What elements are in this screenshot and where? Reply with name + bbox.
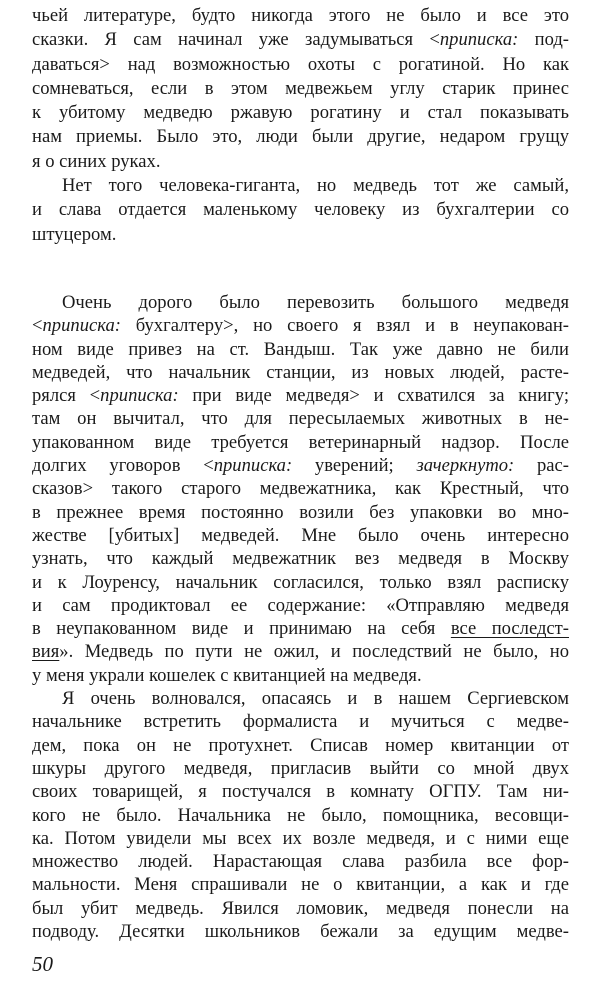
text-segment: бухгалтеру>, но своего я взял и в неупакован- (120, 315, 569, 337)
text-line (32, 897, 569, 920)
editorial-note-label: приписка: (42, 315, 121, 337)
text-line (32, 594, 569, 617)
text-segment: Нет того человека-гиганта, но медведь тот же самый, (62, 175, 569, 197)
text-line (32, 640, 569, 663)
text-segment: медведей, что начальник станции, из новых людей, расте- (32, 361, 569, 383)
text-segment: под- (518, 29, 569, 51)
text-segment: был убит медведь. Явился ломовик, медведя понесли на (32, 897, 569, 919)
text-segment: в прежнее время постоянно возили без упаковки во мно- (32, 501, 569, 523)
text-segment: и сам продиктовал ее содержание: «Отправляю медведя (32, 594, 569, 616)
text-segment: и к Лоуренсу, начальник согласился, только взял расписку (32, 571, 569, 593)
text-line (32, 873, 569, 896)
text-line (32, 198, 569, 222)
paragraph (32, 4, 569, 174)
text-line (32, 710, 569, 733)
text-segment: к убитому медведю ржавую рогатину и стал показывать (32, 102, 569, 124)
page-body-text (32, 4, 569, 943)
text-segment: упакованном виде требуется ветеринарный надзор. После (32, 431, 569, 453)
text-line (32, 454, 569, 477)
text-line (32, 571, 569, 594)
paragraph (32, 291, 569, 687)
text-segment: подводу. Десятки школьников бежали за едущим медве- (32, 920, 569, 942)
text-segment: там он вычитал, что для пересылаемых животных в не- (32, 408, 569, 430)
page-number: 50 (32, 952, 53, 976)
text-line (32, 477, 569, 500)
text-line (32, 687, 569, 710)
text-line (32, 547, 569, 570)
text-segment: чьей литературе, будто никогда этого не было и все это (32, 5, 569, 26)
editorial-note-label: приписка: (439, 29, 519, 51)
text-segment: нам приемы. Было это, люди были другие, недаром грущу (32, 126, 569, 148)
text-line (32, 617, 569, 640)
text-segment: своих товарищей, я постучался в комнату ОГПУ. Там ни- (32, 781, 569, 803)
text-segment: рялся < (32, 385, 101, 407)
text-segment: кого не было. Начальника не было, помощника, весовщи- (32, 804, 569, 826)
text-segment: сказки. Я сам начинал уже задумываться < (32, 29, 440, 51)
text-line (32, 338, 569, 361)
text-line (32, 501, 569, 524)
text-line (32, 291, 569, 314)
text-segment: даваться> над возможностью охоты с рогатиной. Но как (32, 53, 569, 75)
text-line (32, 223, 569, 247)
text-line (32, 407, 569, 430)
editorial-note-label: приписка: (213, 455, 293, 477)
text-segment: я о синих руках. (32, 150, 161, 172)
text-line (32, 77, 569, 101)
text-line (32, 314, 569, 337)
text-segment: множество людей. Нарастающая слава разбила все фор- (32, 851, 569, 873)
text-segment: в неупакованном виде и принимаю на себя (32, 618, 451, 640)
text-line (32, 4, 569, 28)
text-segment: начальнике встретить формалиста и мучиться с медве- (32, 711, 569, 733)
text-segment: у меня украли кошелек с квитанцией на медведя. (32, 664, 422, 686)
text-line (32, 125, 569, 149)
text-line (32, 28, 569, 52)
text-line (32, 780, 569, 803)
text-segment: шкуры другого медведя, пригласив выйти со мной двух (32, 757, 569, 779)
underlined-text: вия (32, 641, 60, 663)
paragraph (32, 687, 569, 943)
editorial-note-label: зачеркнуто: (416, 455, 515, 477)
text-line (32, 734, 569, 757)
underlined-text: все последст- (450, 618, 569, 640)
text-segment: < (32, 315, 43, 337)
text-segment: жестве [убитых] медведей. Мне было очень интересно (32, 524, 569, 546)
text-line (32, 850, 569, 873)
text-line (32, 361, 569, 384)
text-segment: рас- (514, 455, 569, 477)
text-segment: сомневаться, если в этом медвежьем углу старик принес (32, 77, 569, 99)
text-segment: штуцером. (32, 223, 117, 245)
text-segment: Очень дорого было перевозить большого медведя (62, 291, 569, 313)
text-segment: ка. Потом увидели мы всех их возле медведя, и с ними еще (32, 827, 569, 849)
text-line (32, 804, 569, 827)
text-segment: ». Медведь по пути не ожил, и последствий не было, но (59, 641, 569, 663)
paragraph (32, 174, 569, 247)
text-line (32, 664, 569, 687)
text-segment: долгих уговоров < (32, 455, 214, 477)
text-line (32, 53, 569, 77)
text-line (32, 384, 569, 407)
editorial-note-label: приписка: (100, 385, 179, 407)
text-line (32, 174, 569, 198)
text-line (32, 101, 569, 125)
text-segment: при виде медведя> и схватился за книгу; (178, 385, 569, 407)
text-line (32, 524, 569, 547)
text-line (32, 827, 569, 850)
text-segment: дем, пока он не протухнет. Списав номер квитанции от (32, 734, 569, 756)
text-line (32, 757, 569, 780)
text-segment: и слава отдается маленькому человеку из бухгалтерии со (32, 199, 569, 221)
text-line (32, 150, 569, 174)
text-line (32, 920, 569, 943)
text-segment: сказов> такого старого медвежатника, как Крестный, что (32, 478, 569, 500)
text-segment: узнать, что каждый медвежатник вез медведя в Москву (32, 548, 569, 570)
text-segment: Я очень волновался, опасаясь и в нашем Сергиевском (62, 688, 569, 710)
text-segment: уверений; (292, 455, 417, 477)
text-line (32, 431, 569, 454)
text-segment: ном виде привез на ст. Вандыш. Так уже давно не били (32, 338, 569, 360)
text-segment: мальности. Меня спрашивали не о квитанции, а как и где (32, 874, 569, 896)
